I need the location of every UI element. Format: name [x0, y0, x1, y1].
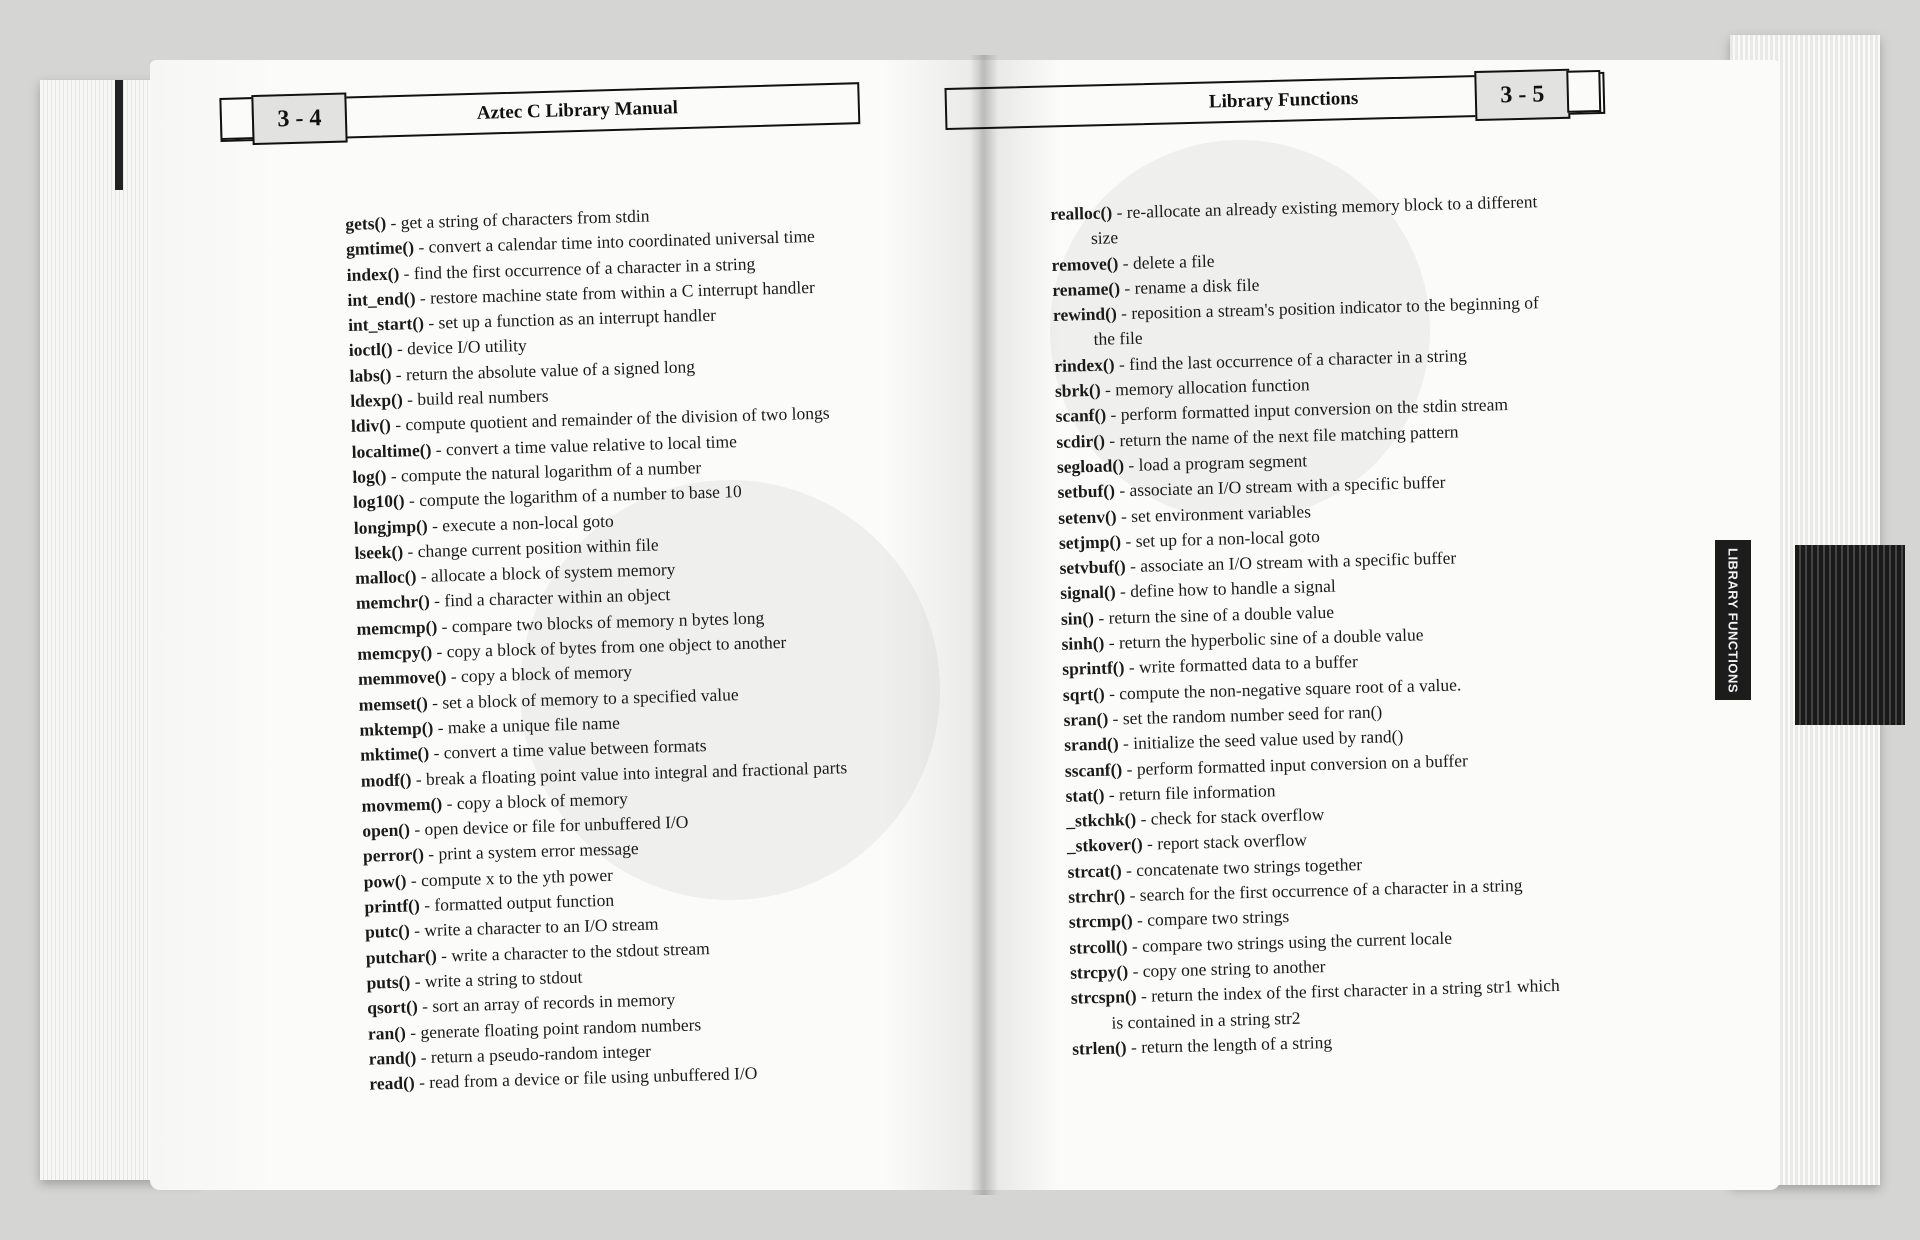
- function-name: puts(): [366, 971, 411, 993]
- function-name: int_start(): [347, 313, 425, 336]
- function-name: rindex(): [1054, 354, 1115, 376]
- function-description: - search for the first occurrence of a character in a string: [1124, 874, 1523, 906]
- side-tab-label: LIBRARY FUNCTIONS: [1725, 547, 1741, 693]
- function-description-continued: the file: [1093, 328, 1143, 350]
- function-description: - make a unique file name: [433, 712, 621, 738]
- function-description: - return the length of a string: [1126, 1031, 1333, 1058]
- function-name: mktemp(): [359, 717, 434, 740]
- function-description: - set up for a non-local goto: [1120, 525, 1321, 552]
- function-name: sran(): [1063, 708, 1109, 730]
- function-description: - set a block of memory to a specified value: [427, 683, 739, 713]
- function-name: memcmp(): [356, 616, 438, 639]
- function-description-continued: size: [1090, 227, 1119, 249]
- function-description: - restore machine state from within a C interrupt handler: [415, 276, 816, 308]
- function-name: _stkchk(): [1065, 809, 1137, 831]
- function-name: log(): [352, 465, 387, 487]
- function-name: setvbuf(): [1059, 556, 1126, 579]
- function-description: - copy one string to another: [1127, 955, 1326, 982]
- function-description: - return the name of the next file matching pattern: [1104, 421, 1459, 451]
- function-name: setjmp(): [1058, 531, 1122, 553]
- function-name: strcspn(): [1070, 986, 1137, 1008]
- function-description-continued: is contained in a string str2: [1111, 1007, 1301, 1033]
- function-name: _stkover(): [1066, 834, 1143, 857]
- function-description: - return file information: [1104, 780, 1276, 805]
- function-name: sinh(): [1061, 632, 1105, 654]
- left-page-title: Aztec C Library Manual: [476, 97, 679, 124]
- function-name: putc(): [364, 920, 411, 943]
- function-description: - allocate a block of system memory: [416, 559, 676, 587]
- function-name: strchr(): [1067, 885, 1126, 907]
- function-description: - formatted output function: [419, 889, 615, 916]
- edge-mark: [115, 80, 123, 190]
- function-description: - build real numbers: [402, 385, 549, 410]
- function-description: - compare two strings: [1132, 906, 1290, 931]
- function-description: - return the absolute value of a signed long: [391, 356, 696, 385]
- function-description: - find a character within an object: [429, 584, 671, 612]
- function-name: open(): [362, 819, 411, 841]
- function-description: - print a system error message: [423, 838, 639, 865]
- function-description: - find the last occurrence of a character in a string: [1114, 344, 1467, 375]
- function-description: - break a floating point value into integral and fractional parts: [411, 756, 848, 789]
- function-name: strcpy(): [1069, 961, 1129, 983]
- function-description: - copy a block of bytes from one object to another: [431, 631, 787, 662]
- function-name: memset(): [358, 692, 428, 715]
- function-description: - return the sine of a double value: [1093, 601, 1335, 628]
- function-description: - convert a calendar time into coordinated universal time: [413, 226, 816, 258]
- function-name: scdir(): [1056, 430, 1106, 452]
- function-name: gmtime(): [345, 237, 415, 260]
- function-name: labs(): [349, 364, 392, 386]
- function-description: - convert a time value between formats: [428, 735, 707, 764]
- function-name: qsort(): [366, 996, 419, 1018]
- function-description: - rename a disk file: [1119, 274, 1260, 299]
- function-description: - change current position within file: [402, 534, 659, 562]
- function-name: perror(): [362, 844, 425, 867]
- function-name: strlen(): [1071, 1037, 1127, 1059]
- function-description: - associate an I/O stream with a specific buffer: [1114, 472, 1446, 501]
- function-name: int_end(): [347, 287, 416, 310]
- function-description: - write formatted data to a buffer: [1124, 651, 1359, 678]
- function-name: remove(): [1051, 252, 1119, 275]
- function-description: - re-allocate an already existing memory block to a different: [1111, 191, 1538, 223]
- function-description: - set up a function as an interrupt handler: [423, 304, 717, 334]
- function-name: setbuf(): [1057, 480, 1116, 503]
- function-description: - load a program segment: [1123, 450, 1308, 476]
- function-name: ioctl(): [348, 339, 393, 361]
- function-description: - compute the non-negative square root of a value.: [1104, 674, 1462, 704]
- function-name: memmove(): [357, 666, 447, 690]
- function-description: - associate an I/O stream with a specific buffer: [1125, 547, 1457, 577]
- function-description: - concatenate two strings together: [1121, 853, 1363, 881]
- function-name: malloc(): [354, 566, 417, 589]
- function-name: mktime(): [359, 743, 430, 766]
- function-name: realloc(): [1050, 202, 1113, 224]
- function-name: ldexp(): [350, 389, 404, 412]
- header-tab-end: [219, 97, 254, 140]
- function-name: ran(): [367, 1022, 407, 1044]
- function-name: sin(): [1060, 607, 1095, 629]
- function-name: strcat(): [1067, 860, 1122, 882]
- function-name: strcoll(): [1069, 935, 1128, 958]
- left-function-list: [345, 196, 959, 1098]
- function-name: memchr(): [355, 591, 431, 614]
- function-description: - return the index of the first character in a string str1 which: [1136, 975, 1560, 1007]
- function-description: - write a character to an I/O stream: [409, 913, 659, 941]
- function-name: log10(): [352, 490, 405, 513]
- function-name: memcpy(): [357, 641, 433, 664]
- function-name: index(): [346, 263, 400, 285]
- function-description: - compare two blocks of memory n bytes long: [436, 607, 765, 637]
- function-name: setenv(): [1057, 505, 1117, 528]
- function-description: - return the hyperbolic sine of a double value: [1104, 624, 1424, 653]
- function-description: - set environment variables: [1116, 500, 1312, 526]
- function-name: signal(): [1059, 581, 1116, 604]
- side-tab: [1715, 540, 1751, 700]
- function-description: - execute a non-local goto: [427, 510, 614, 536]
- function-description: - set the random number seed for ran(): [1107, 701, 1383, 729]
- function-name: modf(): [360, 768, 412, 791]
- function-description: - compute the logarithm of a number to base 10: [404, 481, 743, 511]
- function-name: lseek(): [354, 541, 404, 563]
- function-description: - check for stack overflow: [1135, 804, 1325, 830]
- function-name: sbrk(): [1054, 379, 1101, 402]
- function-description: - get a string of characters from stdin: [385, 205, 650, 233]
- right-page-title: Library Functions: [1208, 87, 1359, 113]
- function-description: - compare two strings using the current locale: [1127, 927, 1453, 956]
- function-description: - perform formatted input conversion on a buffer: [1121, 749, 1469, 779]
- tab-edge-stack: [1795, 545, 1905, 725]
- function-name: read(): [369, 1072, 415, 1094]
- function-name: srand(): [1063, 733, 1119, 756]
- function-description: - convert a time value relative to local time: [431, 430, 738, 460]
- function-description: - copy a block of memory: [441, 788, 629, 814]
- function-description: - compute quotient and remainder of the division of two longs: [390, 402, 830, 436]
- function-name: sqrt(): [1062, 683, 1105, 705]
- function-description: - return a pseudo-random integer: [415, 1040, 652, 1068]
- function-description: - delete a file: [1118, 250, 1215, 273]
- function-description: - write a string to stdout: [409, 966, 583, 992]
- function-name: sscanf(): [1064, 758, 1123, 781]
- function-description: - define how to handle a signal: [1115, 576, 1337, 602]
- function-description: - device I/O utility: [392, 335, 527, 360]
- function-name: scanf(): [1055, 404, 1107, 427]
- function-description: - copy a block of memory: [446, 661, 633, 687]
- function-description: - sort an array of records in memory: [417, 989, 676, 1017]
- function-name: sprintf(): [1061, 657, 1125, 680]
- function-name: rewind(): [1052, 303, 1118, 326]
- function-name: rename(): [1052, 278, 1121, 300]
- function-name: longjmp(): [353, 515, 428, 538]
- function-description: - read from a device or file using unbuffered I/O: [414, 1062, 758, 1093]
- function-description: - initialize the seed value used by rand(): [1118, 726, 1404, 754]
- function-name: strcmp(): [1068, 910, 1133, 933]
- function-name: putchar(): [365, 945, 438, 968]
- function-description: - generate floating point random numbers: [405, 1013, 702, 1043]
- function-description: - write a character to the stdout stream: [436, 937, 711, 966]
- function-name: localtime(): [351, 439, 432, 462]
- function-description: - open device or file for unbuffered I/O: [409, 811, 689, 840]
- function-name: segload(): [1056, 455, 1125, 477]
- function-name: gets(): [345, 212, 387, 234]
- function-description: - memory allocation function: [1100, 374, 1310, 400]
- function-description: - compute x to the yth power: [406, 864, 614, 891]
- function-description: - find the first occurrence of a character in a string: [398, 253, 756, 284]
- function-name: stat(): [1065, 784, 1105, 806]
- function-description: - reposition a stream's position indicator to the beginning of: [1116, 292, 1540, 324]
- right-page-number: 3 - 5: [1474, 69, 1570, 121]
- function-description: - report stack overflow: [1142, 829, 1308, 855]
- right-function-list: [1050, 187, 1652, 1062]
- function-name: ldiv(): [350, 415, 392, 437]
- function-name: pow(): [363, 870, 407, 892]
- left-page-number: 3 - 4: [251, 92, 347, 145]
- function-name: printf(): [364, 895, 421, 917]
- function-description: - compute the natural logarithm of a number: [386, 457, 702, 486]
- function-description: - perform formatted input conversion on the stdin stream: [1105, 394, 1509, 425]
- header-tab-end: [1566, 70, 1601, 113]
- function-name: rand(): [368, 1047, 417, 1069]
- function-name: movmem(): [361, 793, 443, 816]
